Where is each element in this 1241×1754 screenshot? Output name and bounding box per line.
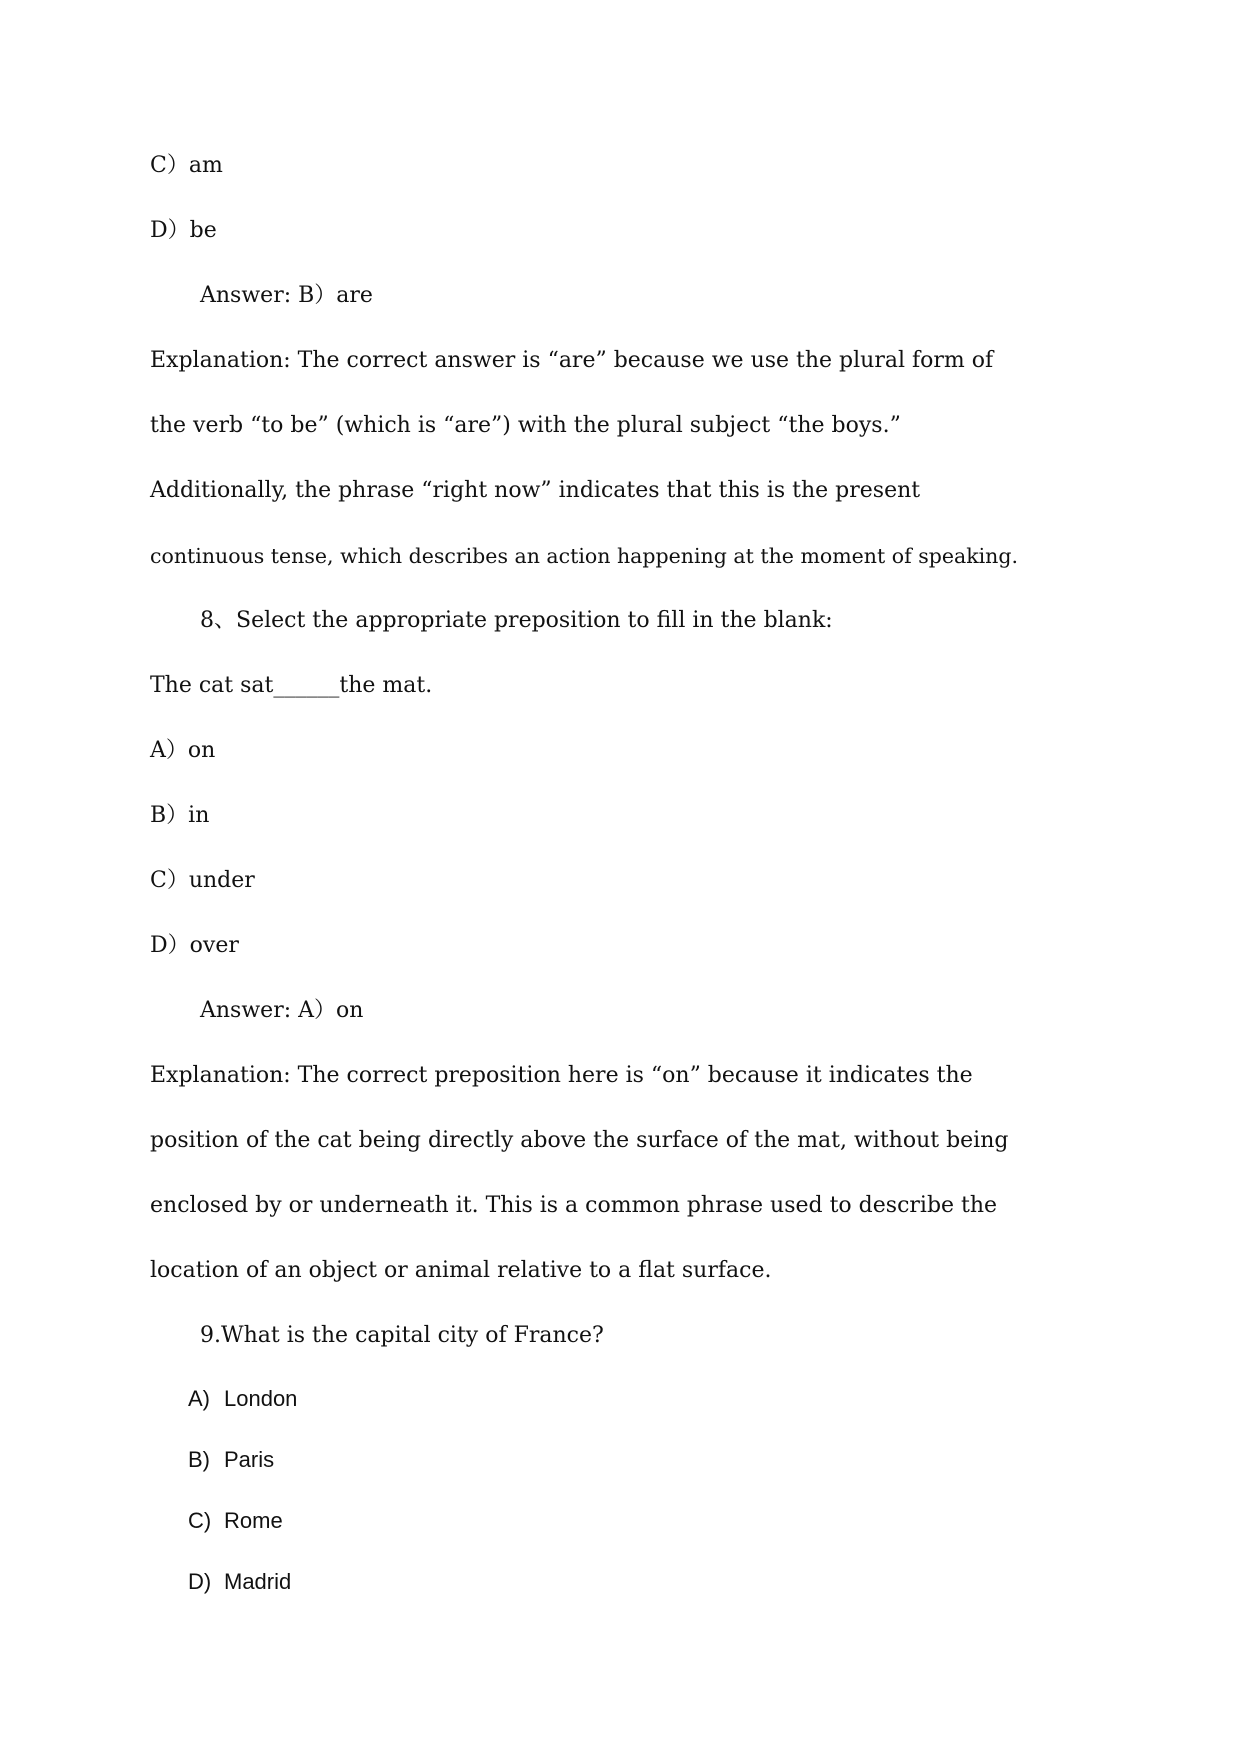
q9-option-b-text: Paris: [224, 1447, 275, 1472]
q8-explanation-line-3: enclosed by or underneath it. This is a common phrase used to describe the: [150, 1193, 998, 1218]
q8-option-a: A）on: [150, 738, 216, 763]
q8-option-c: C）under: [150, 868, 255, 893]
q9-option-d-letter: D): [188, 1569, 212, 1594]
q7-option-c: C）am: [150, 153, 223, 178]
q9-option-b-letter: B): [188, 1447, 210, 1472]
q7-explanation-line-3: Additionally, the phrase “right now” indicates that this is the present: [150, 478, 921, 503]
q8-explanation-line-2: position of the cat being directly above the surface of the mat, without being: [150, 1128, 1009, 1153]
q9-option-a: [188, 1383, 1138, 1415]
q9-option-d: [188, 1566, 1138, 1598]
q8-answer: Answer: A）on: [200, 998, 364, 1023]
q7-explanation-line-4: continuous tense, which describes an action happening at the moment of speaking.: [150, 544, 1019, 568]
q7-explanation-line-2: the verb “to be” (which is “are”) with the plural subject “the boys.”: [150, 413, 901, 438]
q7-option-d: D）be: [150, 218, 217, 243]
q9-option-c-letter: C): [188, 1508, 212, 1533]
q8-option-b: B）in: [150, 803, 210, 828]
q8-prompt: 8、Select the appropriate preposition to fill in the blank:: [200, 608, 833, 633]
q9-option-a-letter: A): [188, 1386, 210, 1411]
q8-sentence: The cat sat______the mat.: [150, 673, 433, 698]
q9-option-c: [188, 1505, 1138, 1537]
q9-prompt: 9.What is the capital city of France?: [200, 1323, 604, 1348]
q9-option-c-text: Rome: [224, 1508, 283, 1533]
q8-explanation-line-4: location of an object or animal relative to a flat surface.: [150, 1258, 772, 1283]
q9-option-b: [188, 1444, 1138, 1476]
q9-option-a-text: London: [224, 1386, 298, 1411]
q8-option-d: D）over: [150, 933, 239, 958]
q8-explanation-line-1: Explanation: The correct preposition here is “on” because it indicates the: [150, 1063, 973, 1088]
q7-explanation-line-1: Explanation: The correct answer is “are” because we use the plural form of: [150, 348, 994, 373]
q9-option-d-text: Madrid: [224, 1569, 292, 1594]
q7-answer: Answer: B）are: [200, 283, 373, 308]
